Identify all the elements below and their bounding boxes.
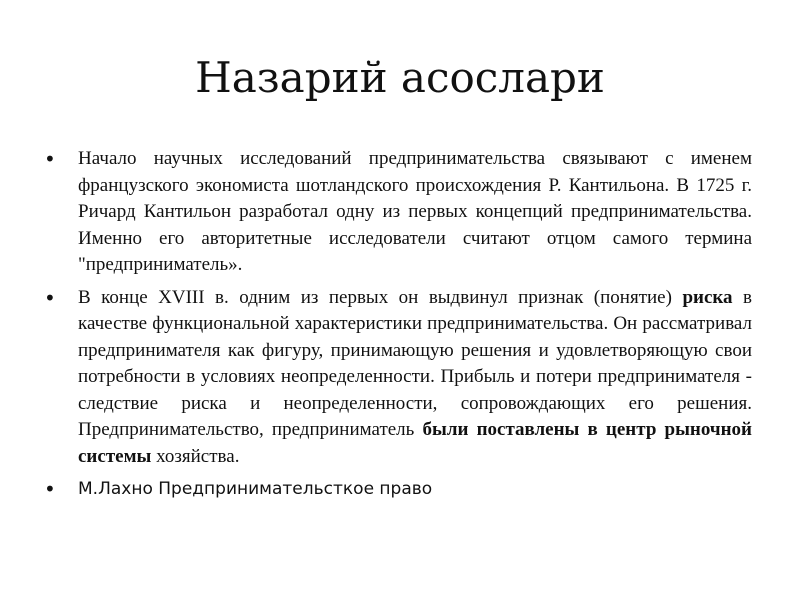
bullet-dot-icon: • bbox=[44, 147, 56, 171]
bullet-text-risk bbox=[78, 285, 752, 471]
risk-bold-term: риска bbox=[682, 286, 733, 308]
bullet-item-source bbox=[44, 476, 752, 502]
risk-text-part-2: в качестве функциональной характеристики предпринимательства. Он рассматривал предпринимателя как фигуру, принимающую решения и удовлетворяющую свои потребности в условиях неопределенности. Прибыль и потери предпринимателя - следствие риска и неопределенности, сопровождающих его решения. Предпринимательство, предприниматель bbox=[78, 286, 753, 440]
bullet-item-history bbox=[44, 146, 752, 279]
bullet-text-history: Начало научных исследований предпринимательства связывают с именем французского экономиста шотландского происхождения Р. Кантильона. В 1725 г. Ричард Кантильон разработал одну из первых концепций предпринимательства. Именно его авторитетные исследователи считают отцом самого термина "предприниматель». bbox=[78, 148, 752, 275]
bullet-item-risk bbox=[44, 285, 752, 471]
bullet-dot-icon: • bbox=[44, 285, 56, 310]
bullet-dot-icon: • bbox=[44, 477, 56, 501]
slide-title: Назарий асослари bbox=[195, 53, 605, 102]
risk-bold-phrase: были поставлены в центр рыночной системы bbox=[78, 419, 752, 467]
bullet-text-source: М.Лахно Предпринимательсткое право bbox=[78, 479, 433, 499]
risk-text-part-3: хозяйства. bbox=[156, 445, 240, 467]
risk-text-part-1: В конце XVIII в. одним из первых он выдвинул признак (понятие) bbox=[78, 286, 672, 308]
bullet-list bbox=[44, 146, 752, 508]
